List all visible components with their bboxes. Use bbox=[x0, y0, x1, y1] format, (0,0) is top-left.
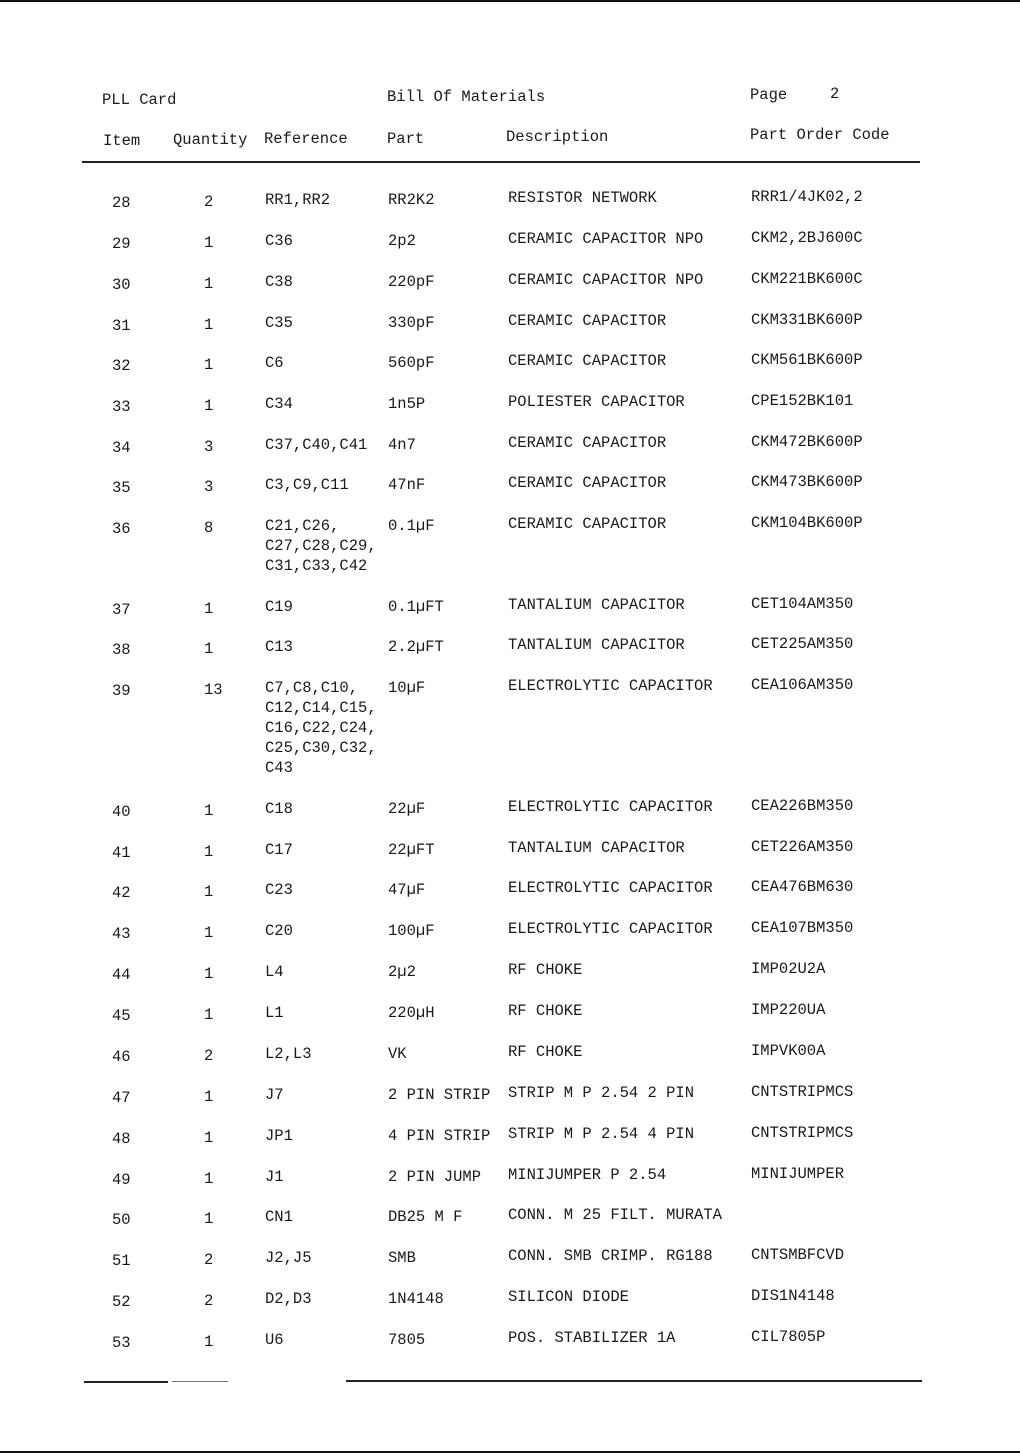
bom-reference: C34 bbox=[265, 395, 293, 413]
footer-rule bbox=[84, 1381, 168, 1383]
bom-part: 7805 bbox=[388, 1331, 426, 1349]
bom-description: ELECTROLYTIC CAPACITOR bbox=[508, 920, 713, 938]
bom-quantity: 2 bbox=[204, 193, 214, 211]
bom-reference: C20 bbox=[265, 922, 293, 940]
bom-description: RF CHOKE bbox=[508, 1043, 583, 1061]
bom-quantity: 8 bbox=[204, 519, 214, 537]
bom-quantity: 3 bbox=[204, 438, 214, 456]
bom-part: 220pF bbox=[388, 273, 435, 291]
bom-description: RESISTOR NETWORK bbox=[508, 189, 657, 207]
bom-reference: C7,C8,C10, C12,C14,C15, C16,C22,C24, C25,C30,C32, C43 bbox=[265, 679, 377, 777]
page-number: 2 bbox=[830, 85, 840, 103]
footer-rule bbox=[346, 1380, 922, 1382]
bom-order-code: CNTSTRIPMCS bbox=[751, 1083, 854, 1101]
column-header-reference: Reference bbox=[264, 130, 348, 148]
bom-part: RR2K2 bbox=[388, 191, 435, 209]
bom-description: STRIP M P 2.54 2 PIN bbox=[508, 1084, 695, 1102]
bom-order-code: CET225AM350 bbox=[751, 635, 854, 653]
bom-reference: CN1 bbox=[265, 1208, 293, 1226]
bom-order-code: CET104AM350 bbox=[751, 595, 854, 613]
bom-reference: JP1 bbox=[265, 1127, 293, 1145]
bom-quantity: 1 bbox=[204, 1333, 214, 1351]
bom-order-code: IMP220UA bbox=[751, 1001, 826, 1019]
bom-item-number: 53 bbox=[112, 1334, 131, 1352]
bom-reference: C13 bbox=[265, 638, 293, 656]
bom-item-number: 43 bbox=[112, 925, 131, 943]
bom-order-code: IMPVK00A bbox=[751, 1042, 826, 1060]
bom-quantity: 3 bbox=[204, 478, 214, 496]
bom-item-number: 40 bbox=[112, 803, 131, 821]
bom-quantity: 1 bbox=[204, 1129, 214, 1147]
page-bottom-edge bbox=[0, 1451, 1020, 1453]
bom-reference: C36 bbox=[265, 232, 293, 250]
bom-quantity: 2 bbox=[204, 1251, 214, 1269]
bom-quantity: 2 bbox=[204, 1292, 214, 1310]
bom-item-number: 35 bbox=[112, 479, 131, 497]
bom-part: 1n5P bbox=[388, 395, 426, 413]
bom-reference: U6 bbox=[265, 1331, 284, 1349]
bom-reference: J7 bbox=[265, 1086, 284, 1104]
bom-order-code: CKM104BK600P bbox=[751, 514, 863, 532]
bom-item-number: 30 bbox=[112, 276, 131, 294]
bom-reference: L4 bbox=[265, 963, 284, 981]
bom-description: TANTALIUM CAPACITOR bbox=[508, 636, 685, 654]
bom-order-code: MINIJUMPER bbox=[751, 1165, 845, 1183]
column-header-quantity: Quantity bbox=[173, 131, 248, 149]
bom-order-code: CKM472BK600P bbox=[751, 433, 863, 451]
bom-order-code: CET226AM350 bbox=[751, 838, 854, 856]
bom-reference: D2,D3 bbox=[265, 1290, 312, 1308]
bom-order-code: CKM561BK600P bbox=[751, 351, 863, 369]
bom-item-number: 47 bbox=[112, 1089, 131, 1107]
bom-part: DB25 M F bbox=[388, 1208, 463, 1226]
bom-description: CERAMIC CAPACITOR NPO bbox=[508, 271, 704, 289]
bom-part: 2p2 bbox=[388, 232, 416, 250]
bom-item-number: 29 bbox=[112, 235, 131, 253]
bom-description: CONN. SMB CRIMP. RG188 bbox=[508, 1247, 713, 1265]
bom-item-number: 42 bbox=[112, 884, 131, 902]
bom-part: 2 PIN JUMP bbox=[388, 1168, 482, 1186]
bom-quantity: 1 bbox=[204, 965, 214, 983]
bom-quantity: 1 bbox=[204, 1088, 214, 1106]
bom-quantity: 1 bbox=[204, 275, 214, 293]
bom-item-number: 41 bbox=[112, 844, 131, 862]
bom-description: CERAMIC CAPACITOR NPO bbox=[508, 230, 704, 248]
bom-description: TANTALIUM CAPACITOR bbox=[508, 596, 685, 614]
bom-item-number: 48 bbox=[112, 1130, 131, 1148]
bom-reference: C21,C26, C27,C28,C29, C31,C33,C42 bbox=[265, 517, 377, 575]
header-rule bbox=[82, 161, 920, 163]
bom-quantity: 13 bbox=[204, 681, 223, 699]
bom-reference: C6 bbox=[265, 354, 284, 372]
bom-order-code: IMP02U2A bbox=[751, 960, 826, 978]
bom-order-code: CKM221BK600C bbox=[751, 270, 863, 288]
column-header-description: Description bbox=[506, 128, 609, 146]
bom-part: 4 PIN STRIP bbox=[388, 1127, 491, 1145]
bom-reference: L1 bbox=[265, 1004, 284, 1022]
bom-part: 47µF bbox=[388, 881, 426, 899]
bom-reference: RR1,RR2 bbox=[265, 191, 331, 209]
bom-description: POLIESTER CAPACITOR bbox=[508, 393, 685, 411]
bom-description: CERAMIC CAPACITOR bbox=[508, 515, 667, 533]
document-name: PLL Card bbox=[102, 91, 177, 109]
bom-reference: C19 bbox=[265, 598, 293, 616]
bom-description: ELECTROLYTIC CAPACITOR bbox=[508, 879, 713, 897]
bom-order-code: CEA107BM350 bbox=[751, 919, 854, 937]
bom-description: STRIP M P 2.54 4 PIN bbox=[508, 1125, 695, 1143]
bom-part: 2.2µFT bbox=[388, 638, 444, 656]
column-header-part: Part bbox=[387, 130, 425, 148]
bom-description: CERAMIC CAPACITOR bbox=[508, 312, 667, 330]
bom-description: RF CHOKE bbox=[508, 1002, 583, 1020]
bom-reference: J1 bbox=[265, 1168, 284, 1186]
bom-part: 2µ2 bbox=[388, 963, 416, 981]
bom-item-number: 34 bbox=[112, 439, 131, 457]
bom-item-number: 44 bbox=[112, 966, 131, 984]
bom-order-code: DIS1N4148 bbox=[751, 1287, 835, 1305]
bom-reference: C23 bbox=[265, 881, 293, 899]
bom-part: 10µF bbox=[388, 679, 426, 697]
bom-description: SILICON DIODE bbox=[508, 1288, 629, 1306]
bom-reference: C3,C9,C11 bbox=[265, 476, 349, 494]
bom-part: 22µFT bbox=[388, 841, 435, 859]
bom-quantity: 1 bbox=[204, 316, 214, 334]
bom-description: RF CHOKE bbox=[508, 961, 583, 979]
bom-order-code: CEA106AM350 bbox=[751, 676, 854, 694]
bom-quantity: 1 bbox=[204, 1210, 214, 1228]
bom-item-number: 37 bbox=[112, 601, 131, 619]
bom-part: 22µF bbox=[388, 800, 426, 818]
column-header-order-code: Part Order Code bbox=[750, 126, 890, 144]
bom-description: MINIJUMPER P 2.54 bbox=[508, 1166, 667, 1184]
bom-order-code: CKM331BK600P bbox=[751, 311, 863, 329]
bom-quantity: 1 bbox=[204, 843, 214, 861]
bom-item-number: 50 bbox=[112, 1211, 131, 1229]
column-header-item: Item bbox=[103, 132, 141, 150]
bom-part: 100µF bbox=[388, 922, 435, 940]
bom-description: CERAMIC CAPACITOR bbox=[508, 474, 667, 492]
bom-description: ELECTROLYTIC CAPACITOR bbox=[508, 798, 713, 816]
bom-description: CERAMIC CAPACITOR bbox=[508, 434, 667, 452]
bom-item-number: 46 bbox=[112, 1048, 131, 1066]
bom-reference: C35 bbox=[265, 314, 293, 332]
bom-order-code: CNTSMBFCVD bbox=[751, 1246, 845, 1264]
bom-reference: C18 bbox=[265, 800, 293, 818]
bom-part: 0.1µF bbox=[388, 517, 435, 535]
bom-reference: C37,C40,C41 bbox=[265, 436, 368, 454]
bom-item-number: 51 bbox=[112, 1252, 131, 1270]
bom-order-code: CKM2,2BJ600C bbox=[751, 229, 863, 247]
bom-quantity: 1 bbox=[204, 1170, 214, 1188]
bom-quantity: 1 bbox=[204, 924, 214, 942]
bom-part: 560pF bbox=[388, 354, 435, 372]
bom-order-code: CNTSTRIPMCS bbox=[751, 1124, 854, 1142]
bom-item-number: 33 bbox=[112, 398, 131, 416]
bom-description: ELECTROLYTIC CAPACITOR bbox=[508, 677, 713, 695]
bom-part: 2 PIN STRIP bbox=[388, 1086, 491, 1104]
bom-quantity: 1 bbox=[204, 234, 214, 252]
bom-item-number: 36 bbox=[112, 520, 131, 538]
bom-order-code: CEA226BM350 bbox=[751, 797, 854, 815]
bom-quantity: 1 bbox=[204, 640, 214, 658]
bom-quantity: 1 bbox=[204, 356, 214, 374]
document-title: Bill Of Materials bbox=[387, 88, 546, 106]
bom-part: 4n7 bbox=[388, 436, 416, 454]
bom-item-number: 31 bbox=[112, 317, 131, 335]
bom-order-code: CEA476BM630 bbox=[751, 878, 854, 896]
bom-description: CERAMIC CAPACITOR bbox=[508, 352, 667, 370]
bom-quantity: 1 bbox=[204, 600, 214, 618]
bom-item-number: 52 bbox=[112, 1293, 131, 1311]
bom-description: POS. STABILIZER 1A bbox=[508, 1329, 676, 1347]
bom-quantity: 2 bbox=[204, 1047, 214, 1065]
bom-reference: J2,J5 bbox=[265, 1249, 312, 1267]
bom-part: VK bbox=[388, 1045, 407, 1063]
bom-reference: L2,L3 bbox=[265, 1045, 312, 1063]
bom-order-code: CKM473BK600P bbox=[751, 473, 863, 491]
bom-part: 1N4148 bbox=[388, 1290, 444, 1308]
footer-rule bbox=[172, 1381, 228, 1382]
bom-quantity: 1 bbox=[204, 397, 214, 415]
page-top-edge bbox=[0, 0, 1020, 2]
bom-order-code: CPE152BK101 bbox=[751, 392, 854, 410]
bom-description: TANTALIUM CAPACITOR bbox=[508, 839, 685, 857]
bom-part: 47nF bbox=[388, 476, 426, 494]
bom-quantity: 1 bbox=[204, 883, 214, 901]
page-label: Page bbox=[750, 86, 788, 104]
bom-item-number: 39 bbox=[112, 682, 131, 700]
bom-part: 220µH bbox=[388, 1004, 435, 1022]
bom-item-number: 32 bbox=[112, 357, 131, 375]
bom-part: 0.1µFT bbox=[388, 598, 444, 616]
bom-order-code: RRR1/4JK02,2 bbox=[751, 188, 863, 206]
bom-part: SMB bbox=[388, 1249, 416, 1267]
bom-quantity: 1 bbox=[204, 1006, 214, 1024]
bom-quantity: 1 bbox=[204, 802, 214, 820]
bom-item-number: 28 bbox=[112, 194, 131, 212]
bom-item-number: 45 bbox=[112, 1007, 131, 1025]
bom-item-number: 38 bbox=[112, 641, 131, 659]
bom-reference: C17 bbox=[265, 841, 293, 859]
bom-reference: C38 bbox=[265, 273, 293, 291]
bom-order-code: CIL7805P bbox=[751, 1328, 826, 1346]
bom-part: 330pF bbox=[388, 314, 435, 332]
bom-item-number: 49 bbox=[112, 1171, 131, 1189]
bom-description: CONN. M 25 FILT. MURATA bbox=[508, 1206, 722, 1224]
